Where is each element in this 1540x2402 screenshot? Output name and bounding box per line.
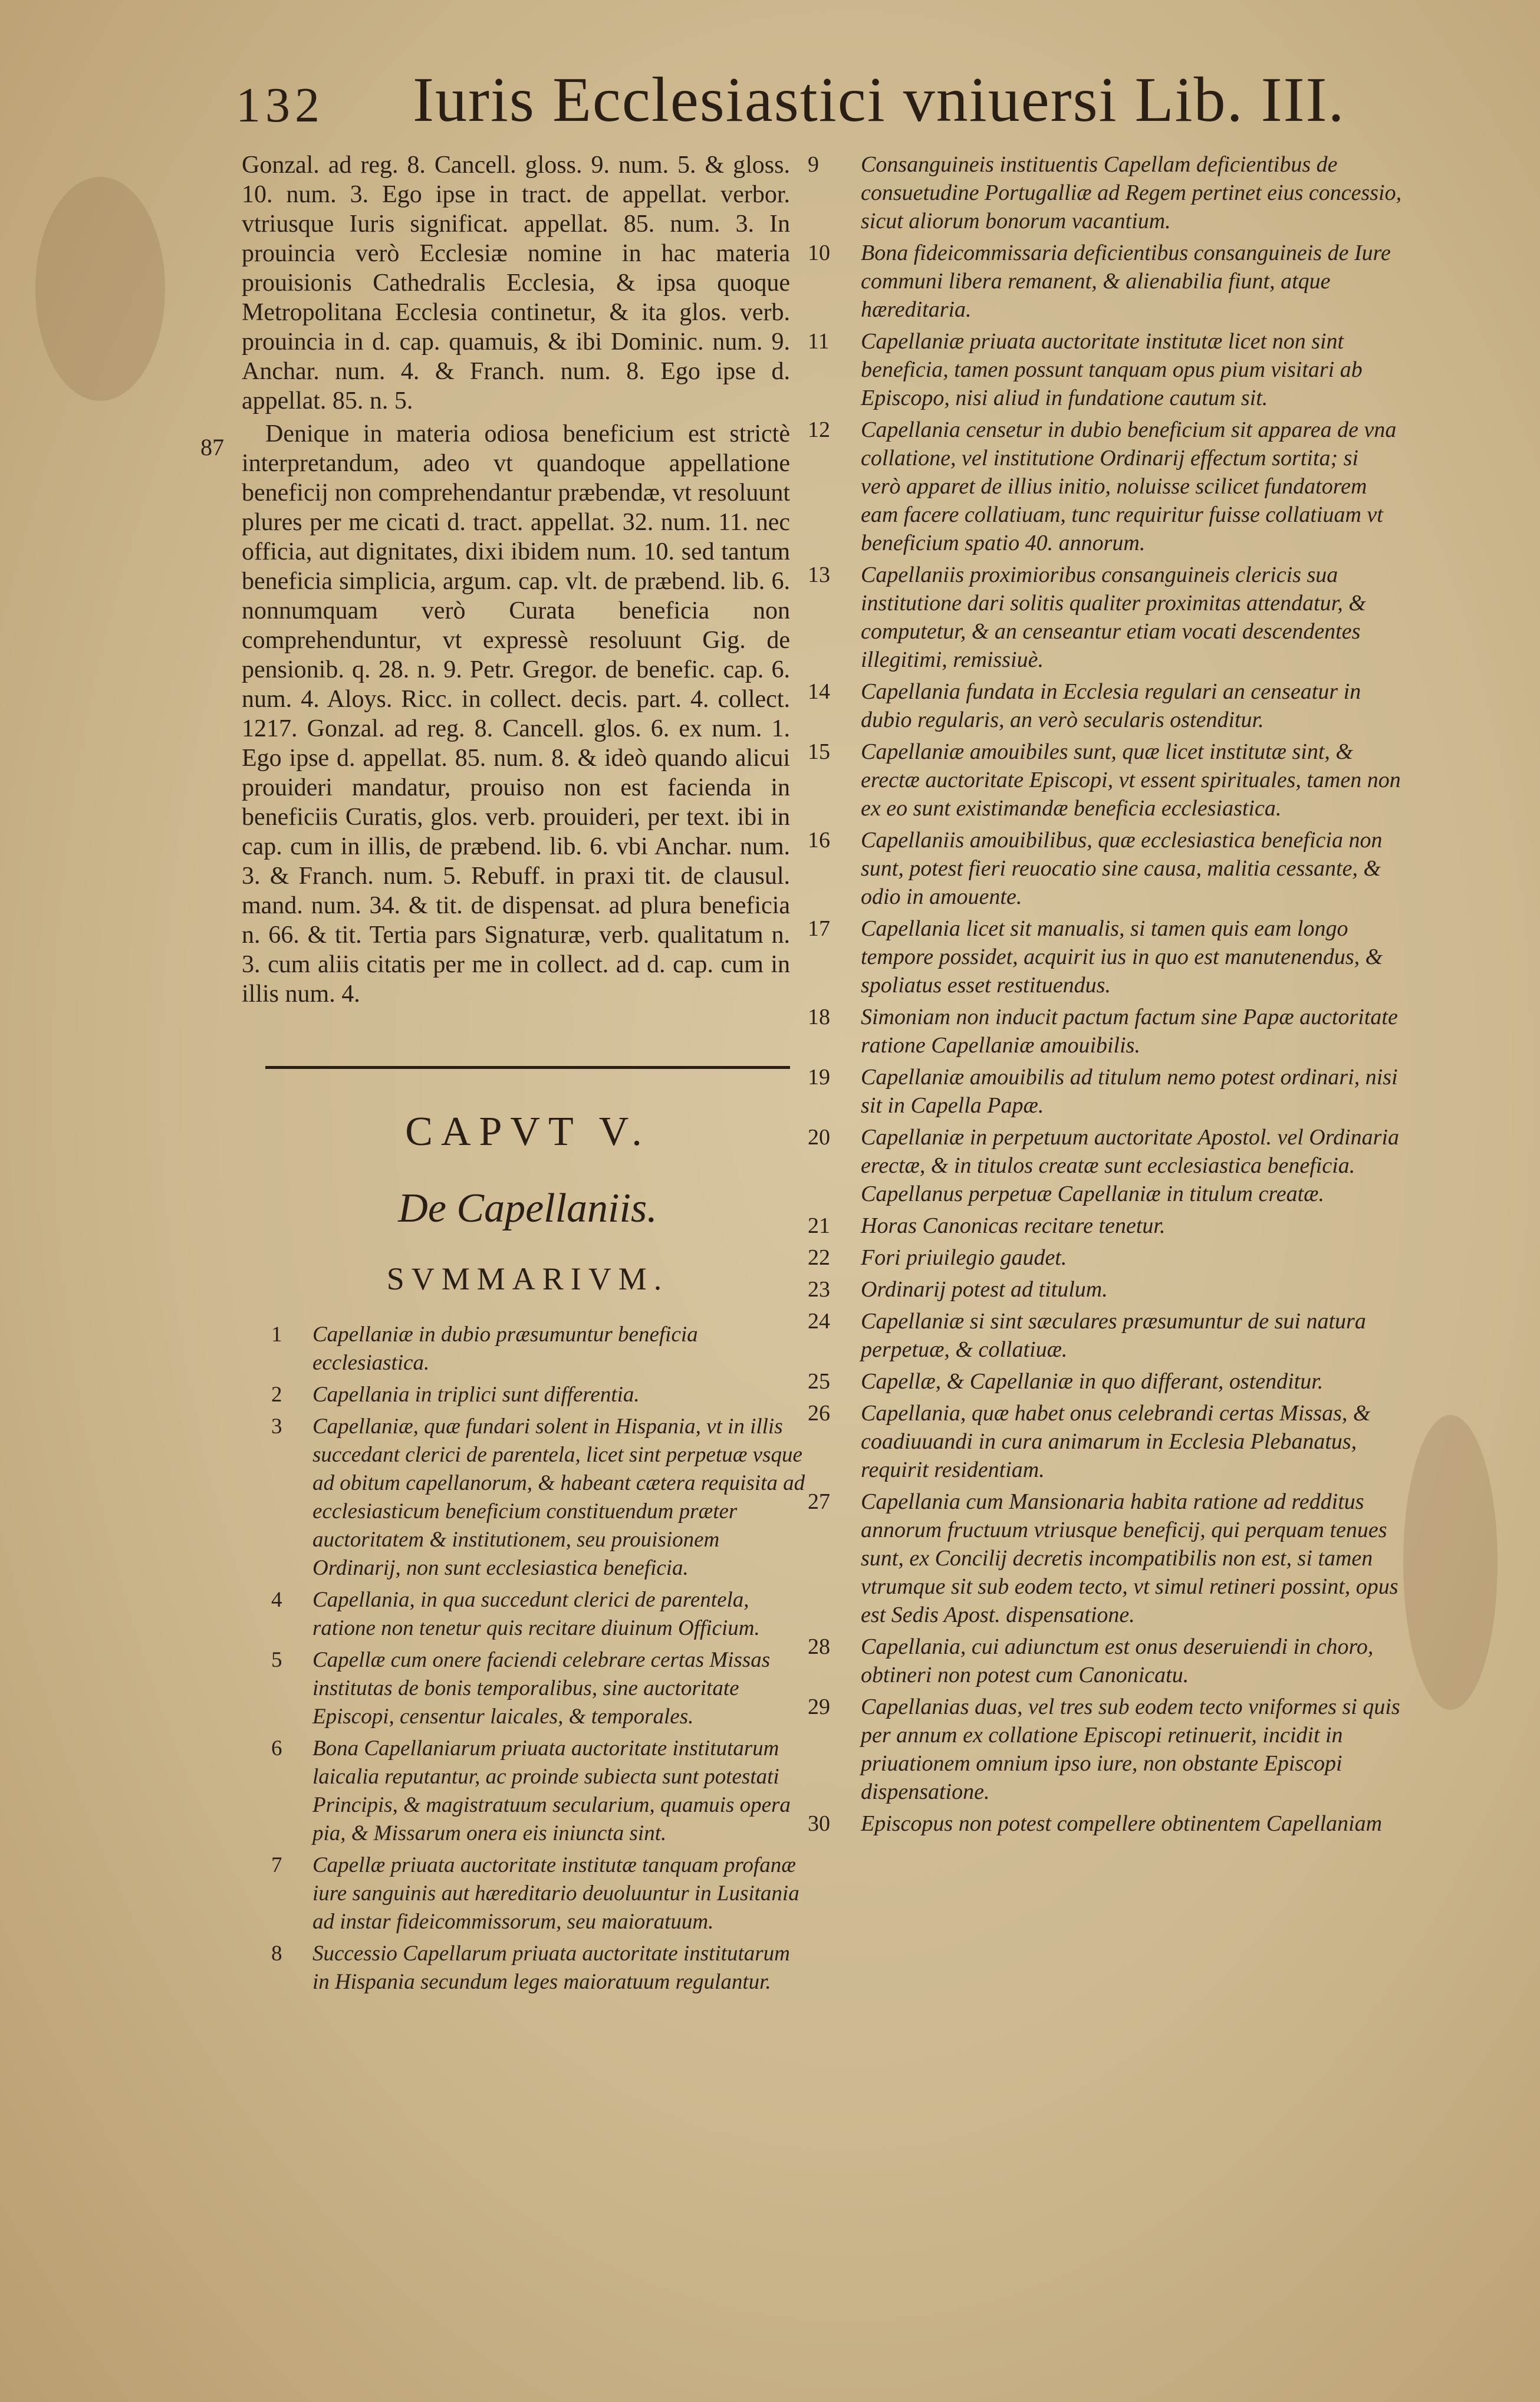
summary-text: Bona fideicommissaria deficientibus consanguineis de Iure communi libera remanent, & alienabilia fiunt, atque hæreditaria.	[861, 241, 1391, 322]
summary-item	[802, 1307, 1403, 1364]
summary-number: 15	[808, 739, 830, 764]
summary-number: 25	[808, 1369, 830, 1394]
summary-text: Capellania, quæ habet onus celebrandi certas Missas, & coadiuuandi in cura animarum in Ecclesia Plebanatus, requirit residentiam.	[861, 1401, 1371, 1482]
summary-number: 11	[808, 329, 830, 354]
summary-number: 4	[271, 1588, 282, 1612]
section-rule	[265, 1066, 790, 1069]
right-column	[802, 150, 1403, 1841]
summary-text: Capellania fundata in Ecclesia regulari an censeatur in dubio regularis, an verò secularis ostenditur.	[861, 679, 1361, 732]
summary-item	[802, 826, 1403, 911]
left-column	[242, 150, 790, 1012]
summary-text: Capellaniæ priuata auctoritate institutæ licet non sint beneficia, tamen possunt tanquam opus pium visitari ab Episcopo, nisi aliud in fundatione cautum sit.	[861, 329, 1363, 410]
summary-text: Capellæ, & Capellaniæ in quo differant, ostenditur.	[861, 1369, 1324, 1394]
summary-item	[802, 1243, 1403, 1272]
summary-item	[259, 1851, 808, 1936]
summary-number: 30	[808, 1811, 830, 1836]
summary-text: Capellaniæ si sint sæculares præsumuntur de sui natura perpetuæ, & collatiuæ.	[861, 1309, 1366, 1362]
summary-text: Episcopus non potest compellere obtinentem Capellaniam	[861, 1811, 1383, 1836]
summary-item	[802, 1809, 1403, 1838]
paper-stain	[1403, 1415, 1498, 1710]
summary-number: 26	[808, 1401, 830, 1426]
summary-list-left	[259, 1321, 808, 2000]
summary-text: Capellaniis amouibilibus, quæ ecclesiastica beneficia non sunt, potest fieri reuocatio sine causa, malitia cessante, & odio in amouente.	[861, 828, 1383, 909]
summary-item	[259, 1413, 808, 1582]
summary-text: Horas Canonicas recitare tenetur.	[861, 1213, 1166, 1238]
summary-number: 29	[808, 1694, 830, 1719]
summary-item	[802, 1275, 1403, 1304]
summary-number: 21	[808, 1213, 830, 1238]
summary-text: Capellania in triplici sunt differentia.	[312, 1383, 640, 1407]
summary-number: 7	[271, 1853, 282, 1877]
summary-item	[802, 1367, 1403, 1396]
summary-item	[802, 1003, 1403, 1059]
summary-number: 19	[808, 1065, 830, 1090]
summary-number: 23	[808, 1277, 830, 1302]
summary-text: Capellaniæ amouibilis ad titulum nemo potest ordinari, nisi sit in Capella Papæ.	[861, 1065, 1398, 1118]
summary-item	[802, 416, 1403, 557]
summary-number: 16	[808, 828, 830, 853]
summary-text: Capellæ cum onere faciendi celebrare certas Missas institutas de bonis temporalibus, sine auctoritate Episcopi, censentur laicales, & temporales.	[312, 1648, 771, 1729]
summary-item	[802, 738, 1403, 822]
summary-item	[259, 1586, 808, 1643]
paragraph: Denique in materia odiosa beneficium est strictè interpretandum, adeo vt quandoque appellatione beneficij non comprehendantur præbendæ, vt resoluunt plures per me cicati d. tract. appellat. 32. num. 11. nec officia, aut dignitates, dixi ibidem num. 10. sed tantum beneficia simplicia, argum. cap. vlt. de præbend. lib. 6. nonnumquam verò Curata beneficia non comprehenduntur, vt expressè resoluunt Gig. de pensionib. q. 28. n. 9. Petr. Gregor. de benefic. cap. 6. num. 4. Aloys. Ricc. in collect. decis. part. 4. collect. 1217. Gonzal. ad reg. 8. Cancell. glos. 6. ex num. 1. Ego ipse d. appellat. 85. num. 8. & ideò quando alicui prouideri mandatur, prouiso non est facienda in beneficiis Curatis, glos. verb. prouideri, per text. ibi in cap. cum in illis, de præbend. lib. 6. vbi Anchar. num. 3. & Franch. num. 5. Rebuff. in praxi tit. de clausul. mand. num. 34. & tit. de dispensat. ad plura beneficia n. 66. & tit. Tertia pars Signaturæ, verb. qualitatum n. 3. cum aliis citatis per me in collect. ad d. cap. cum in illis num. 4.	[242, 420, 790, 1008]
summary-text: Capellaniæ amouibiles sunt, quæ licet institutæ sint, & erectæ auctoritate Episcopi, vt essent spirituales, tamen non ex eo sunt existimandæ beneficia ecclesiastica.	[861, 739, 1401, 821]
summary-item	[802, 239, 1403, 324]
summary-number: 28	[808, 1634, 830, 1659]
paper-stain	[35, 177, 165, 401]
summary-number: 17	[808, 916, 830, 941]
summary-item	[802, 1212, 1403, 1240]
summary-text: Capellæ priuata auctoritate institutæ tanquam profanæ iure sanguinis aut hæreditario deuoluuntur in Lusitania ad instar fideicommissorum, seu maioratuum.	[312, 1853, 799, 1934]
summary-text: Capellania cum Mansionaria habita ratione ad redditus annorum fructuum vtriusque beneficij, qui perquam tenues sunt, ex Concilij decretis incompatibilis non est, si tamen vtrumque sit sub eodem tecto, vt simul retineri possint, opus est Sedis Apost. dispensatione.	[861, 1489, 1398, 1627]
summary-text: Ordinarij potest ad titulum.	[861, 1277, 1108, 1302]
summary-text: Capellaniæ in dubio præsumuntur beneficia ecclesiastica.	[312, 1322, 698, 1375]
chapter-title: CAPVT V.	[405, 1109, 650, 1154]
summary-number: 9	[808, 152, 819, 177]
summary-item	[259, 1646, 808, 1731]
summary-item	[802, 327, 1403, 412]
summary-number: 8	[271, 1942, 282, 1966]
summary-text: Capellaniis proximioribus consanguineis clericis sua institutione dari solitis qualiter proximitas attendatur, & computetur, & an censeantur etiam vocati descendentes illegitimi, remissiuè.	[861, 562, 1366, 672]
summary-text: Bona Capellaniarum priuata auctoritate institutarum laicalia reputantur, ac proinde subiecta sunt potestati Principis, & magistratuum secularium, quamuis opera pia, & Missarum onera eis iniuncta sint.	[312, 1736, 791, 1845]
summary-number: 10	[808, 241, 830, 265]
summary-text: Simoniam non inducit pactum factum sine Papæ auctoritate ratione Capellaniæ amouibilis.	[861, 1005, 1398, 1058]
summary-text: Consanguineis instituentis Capellam deficientibus de consuetudine Portugalliæ ad Regem pertinet eius concessio, sicut aliorum bonorum vacantium.	[861, 152, 1402, 233]
summary-item	[802, 150, 1403, 235]
summary-item	[259, 1381, 808, 1409]
summary-item	[802, 1633, 1403, 1689]
summary-number: 18	[808, 1005, 830, 1029]
summary-number: 20	[808, 1125, 830, 1150]
chapter-subtitle: De Capellaniis.	[398, 1186, 657, 1231]
summary-item	[802, 1488, 1403, 1629]
summary-item	[802, 677, 1403, 734]
summary-title: SVMMARIVM.	[386, 1261, 669, 1297]
summary-number: 3	[271, 1414, 282, 1439]
summary-text: Fori priuilegio gaudet.	[861, 1245, 1067, 1270]
summary-number: 2	[271, 1383, 282, 1407]
summary-text: Successio Capellarum priuata auctoritate institutarum in Hispania secundum leges maioratuum regulantur.	[312, 1942, 790, 1994]
summary-item	[259, 1321, 808, 1377]
summary-text: Capellanias duas, vel tres sub eodem tecto vniformes si quis per annum ex collatione Episcopi retinuerit, incidit in priuationem omnium ipso iure, non obstante Episcopi dispensatione.	[861, 1694, 1400, 1804]
summary-number: 27	[808, 1489, 830, 1514]
page-header	[236, 64, 1345, 140]
summary-number: 1	[271, 1322, 282, 1347]
summary-text: Capellaniæ, quæ fundari solent in Hispania, vt in illis succedant clerici de parentela, licet sint perpetuæ vsque ad obitum capellanorum, & habeant cætera requisita ad ecclesiasticum beneficium constituendum præter auctoritatem & institutionem, seu prouisionem Ordinarij, non sunt ecclesiastica beneficia.	[312, 1414, 805, 1580]
summary-item	[259, 1735, 808, 1848]
summary-number: 14	[808, 679, 830, 704]
summary-item	[802, 1063, 1403, 1120]
summary-number: 24	[808, 1309, 830, 1334]
summary-number: 6	[271, 1736, 282, 1761]
summary-text: Capellania licet sit manualis, si tamen quis eam longo tempore possidet, acquirit ius in quo est manutenendus, & spoliatus esset restituendus.	[861, 916, 1383, 998]
summary-text: Capellania, cui adiunctum est onus deseruiendi in choro, obtineri non potest cum Canonicatu.	[861, 1634, 1374, 1687]
summary-text: Capellaniæ in perpetuum auctoritate Apostol. vel Ordinaria erectæ, & in titulos creatæ sunt ecclesiastica beneficia. Capellanus perpetuæ Capellaniæ in titulum creatæ.	[861, 1125, 1400, 1206]
paragraph: Gonzal. ad reg. 8. Cancell. gloss. 9. num. 5. & gloss. 10. num. 3. Ego ipse in tract. de appellat. verbor. vtriusque Iuris significat. appellat. 85. num. 3. In prouincia verò Ecclesiæ nomine in hac materia prouisionis Cathedralis Ecclesia, & ipsa quoque Metropolitana Ecclesia continetur, & ita glos. verb. prouincia in d. cap. quamuis, & ibi Dominic. num. 9. Anchar. num. 4. & Franch. num. 8. Ego ipse d. appellat. 85. n. 5.	[242, 152, 790, 414]
summary-item	[259, 1940, 808, 1996]
summary-text: Capellania censetur in dubio beneficium sit apparea de vna collatione, vel institutione Ordinarij effectum sortita; si verò apparet de illius initio, noluisse scilicet fundatorem eam facere collatiuam, tunc requiritur fuisse collatiuam vt beneficium spatio 40. annorum.	[861, 417, 1397, 555]
margin-number: 87	[200, 434, 224, 460]
summary-item	[802, 1123, 1403, 1208]
summary-item	[802, 1693, 1403, 1806]
summary-number: 12	[808, 417, 830, 442]
summary-number: 5	[271, 1648, 282, 1672]
summary-item	[802, 1399, 1403, 1484]
summary-text: Capellania, in qua succedunt clerici de parentela, ratione non tenetur quis recitare diuinum Officium.	[312, 1588, 760, 1640]
summary-item	[802, 561, 1403, 674]
page-number: 132	[236, 78, 324, 133]
summary-number: 13	[808, 562, 830, 587]
running-title: Iuris Ecclesiastici vniuersi Lib. III.	[413, 65, 1345, 135]
summary-item	[802, 914, 1403, 999]
summary-number: 22	[808, 1245, 830, 1270]
